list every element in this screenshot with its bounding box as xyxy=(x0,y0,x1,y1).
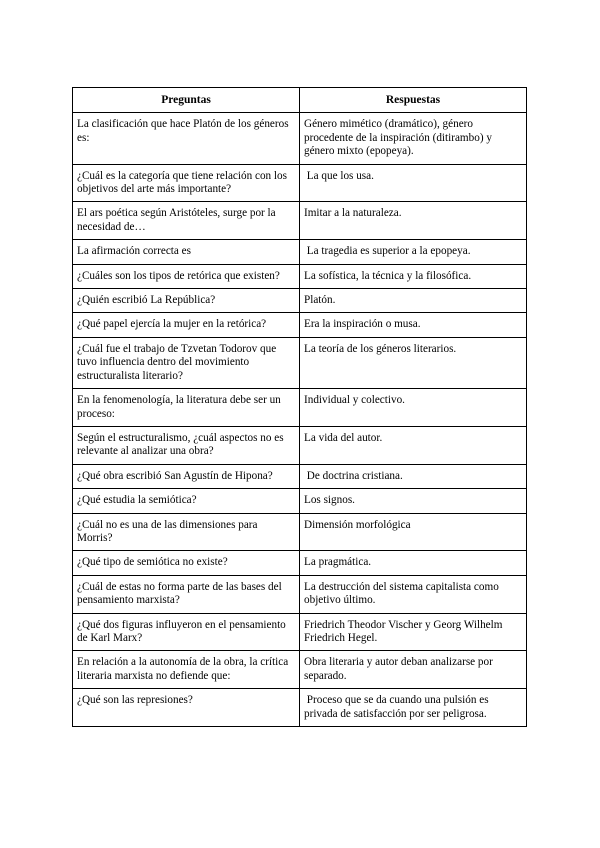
answer-cell: De doctrina cristiana. xyxy=(300,464,527,488)
question-cell: ¿Cuál de estas no forma parte de las bases del pensamiento marxista? xyxy=(73,575,300,613)
question-cell: ¿Qué papel ejercía la mujer en la retórica? xyxy=(73,313,300,337)
answer-cell: Platón. xyxy=(300,289,527,313)
table-row xyxy=(73,613,527,651)
answer-cell: La pragmática. xyxy=(300,551,527,575)
question-cell: En relación a la autonomía de la obra, la crítica literaria marxista no defiende que: xyxy=(73,651,300,689)
table-row xyxy=(73,113,527,164)
question-cell: ¿Cuáles son los tipos de retórica que existen? xyxy=(73,264,300,288)
table-row xyxy=(73,575,527,613)
answer-cell: Individual y colectivo. xyxy=(300,389,527,427)
table-row xyxy=(73,651,527,689)
question-cell: ¿Cuál no es una de las dimensiones para Morris? xyxy=(73,513,300,551)
question-cell: ¿Qué son las represiones? xyxy=(73,689,300,727)
table-row xyxy=(73,551,527,575)
table-row xyxy=(73,289,527,313)
table-row xyxy=(73,264,527,288)
answer-cell: La vida del autor. xyxy=(300,426,527,464)
question-cell: La clasificación que hace Platón de los géneros es: xyxy=(73,113,300,164)
answer-cell: La teoría de los géneros literarios. xyxy=(300,337,527,388)
table-row xyxy=(73,164,527,202)
question-cell: ¿Qué estudia la semiótica? xyxy=(73,489,300,513)
qa-table xyxy=(72,87,527,727)
table-row xyxy=(73,489,527,513)
table-row xyxy=(73,313,527,337)
answer-cell: Era la inspiración o musa. xyxy=(300,313,527,337)
table-row xyxy=(73,426,527,464)
table-row xyxy=(73,464,527,488)
question-cell: ¿Quién escribió La República? xyxy=(73,289,300,313)
answer-cell: La destrucción del sistema capitalista como objetivo último. xyxy=(300,575,527,613)
question-cell: ¿Cuál fue el trabajo de Tzvetan Todorov que tuvo influencia dentro del movimiento estructuralista literario? xyxy=(73,337,300,388)
table-row xyxy=(73,337,527,388)
header-row xyxy=(73,88,527,113)
answer-cell: Los signos. xyxy=(300,489,527,513)
question-cell: La afirmación correcta es xyxy=(73,240,300,264)
header-preguntas: Preguntas xyxy=(73,88,300,113)
table-row xyxy=(73,202,527,240)
question-cell: El ars poética según Aristóteles, surge por la necesidad de… xyxy=(73,202,300,240)
answer-cell: Friedrich Theodor Vischer y Georg Wilhelm Friedrich Hegel. xyxy=(300,613,527,651)
answer-cell: Obra literaria y autor deban analizarse por separado. xyxy=(300,651,527,689)
question-cell: En la fenomenología, la literatura debe ser un proceso: xyxy=(73,389,300,427)
answer-cell: Dimensión morfológica xyxy=(300,513,527,551)
question-cell: ¿Qué dos figuras influyeron en el pensamiento de Karl Marx? xyxy=(73,613,300,651)
header-respuestas: Respuestas xyxy=(300,88,527,113)
qa-body xyxy=(73,113,527,727)
question-cell: Según el estructuralismo, ¿cuál aspectos no es relevante al analizar una obra? xyxy=(73,426,300,464)
table-row xyxy=(73,689,527,727)
answer-cell: La sofística, la técnica y la filosófica. xyxy=(300,264,527,288)
answer-cell: La tragedia es superior a la epopeya. xyxy=(300,240,527,264)
question-cell: ¿Qué obra escribió San Agustín de Hipona? xyxy=(73,464,300,488)
answer-cell: Género mimético (dramático), género procedente de la inspiración (ditirambo) y género mixto (epopeya). xyxy=(300,113,527,164)
table-row xyxy=(73,240,527,264)
answer-cell: Proceso que se da cuando una pulsión es privada de satisfacción por ser peligrosa. xyxy=(300,689,527,727)
table-row xyxy=(73,389,527,427)
answer-cell: La que los usa. xyxy=(300,164,527,202)
question-cell: ¿Qué tipo de semiótica no existe? xyxy=(73,551,300,575)
question-cell: ¿Cuál es la categoría que tiene relación con los objetivos del arte más importante? xyxy=(73,164,300,202)
answer-cell: Imitar a la naturaleza. xyxy=(300,202,527,240)
table-row xyxy=(73,513,527,551)
